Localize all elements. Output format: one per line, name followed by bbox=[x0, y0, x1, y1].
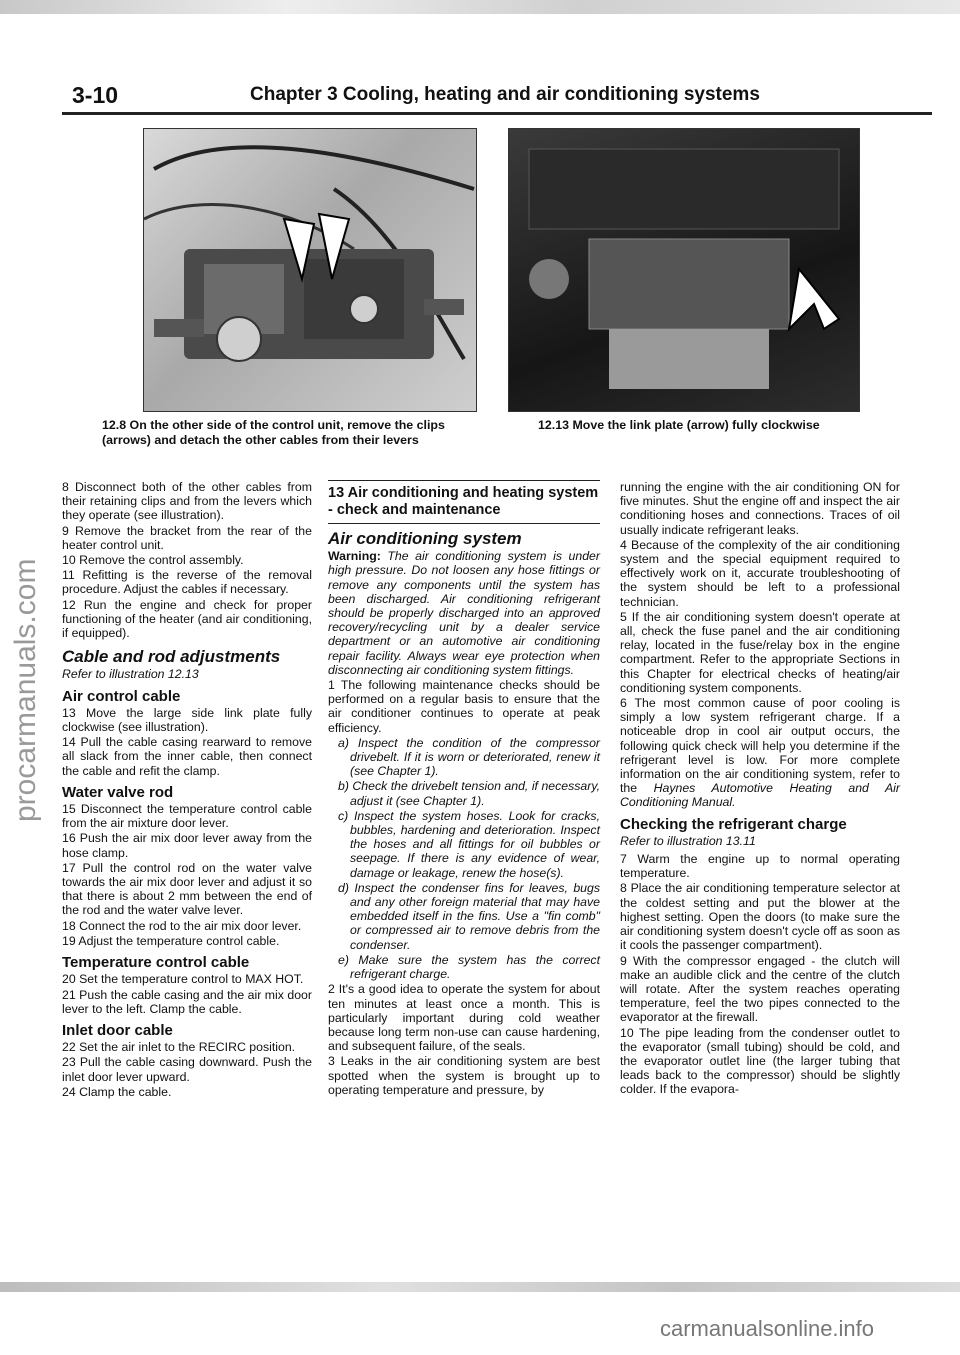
para-5: 5 If the air conditioning system doesn't operate at all, check the fuse panel and the air conditioning relay, located in the fuse/relay box in the engine compartment. Refer to the appropriate Sections in this Chapter for electrical checks of heating/air conditioning system components. bbox=[620, 609, 900, 695]
side-watermark-text: procarmanuals.com bbox=[9, 558, 42, 822]
item-a: a) Inspect the condition of the compressor drivebelt. If it is worn or deteriorated, renew it (see Chapter 1). bbox=[338, 735, 600, 779]
heading-inlet-door-cable: Inlet door cable bbox=[62, 1021, 173, 1039]
heading-checking-refrigerant-charge: Checking the refrigerant charge bbox=[620, 815, 847, 833]
para-4: 4 Because of the complexity of the air conditioning system and the special equipment required to effectively work on it, accurate troubleshooting of the system should be left to a professional technician. bbox=[620, 537, 900, 609]
para-3-continued: running the engine with the air conditioning ON for five minutes. Shut the engine off and inspect the air conditioning hoses and connections. Traces of oil usually indicate refrigerant leaks. bbox=[620, 480, 900, 537]
para-2: 2 It's a good idea to operate the system for about ten minutes at least once a month. This is particularly important during cold weather because long term non-use can cause hardening, and subsequent failure, of the seals. bbox=[328, 982, 600, 1054]
item-c: c) Inspect the system hoses. Look for cracks, bubbles, hardening and deterioration. Inspect the hoses and all fittings for oil bubbles or seepage. If there is any evidence of wear, damage or leakage, renew the hose(s). bbox=[338, 808, 600, 880]
para-19: 19 Adjust the temperature control cable. bbox=[62, 933, 280, 948]
para-17: 17 Pull the control rod on the water valve towards the air mix door lever and adjust it so that there is about 2 mm between the end of the rod and the water valve lever. bbox=[62, 860, 312, 918]
side-watermark bbox=[5, 558, 42, 822]
para-8b: 8 Place the air conditioning temperature selector at the coldest setting and put the blower at the highest setting. Open the doors (to make sure the air conditioning system doesn't cycle off as soon as it cools the passenger compartment). bbox=[620, 881, 900, 953]
scan-edge-top bbox=[0, 0, 960, 14]
item-d: d) Inspect the condenser fins for leaves, bugs and any other foreign material that may have embedded itself in the fins. Use a "fin comb" or compressed air to remove debris from the condenser. bbox=[338, 880, 600, 952]
warning-text: The air conditioning system is under high pressure. Do not loosen any hose fittings or remove any components until the system has been discharged. Air conditioning refrigerant should be properly discharged into an approved recovery/recycling unit by a dealer service department or an automotive air conditioning repair facility. Always wear eye protection when disconnecting air conditioning system fittings. bbox=[328, 549, 600, 677]
para-22: 22 Set the air inlet to the RECIRC position. bbox=[62, 1040, 296, 1055]
para-24: 24 Clamp the cable. bbox=[62, 1084, 172, 1099]
para-8: 8 Disconnect both of the other cables from their retaining clips and from the levers which they operate (see illustration). bbox=[62, 480, 312, 523]
para-7: 7 Warm the engine up to normal operating temperature. bbox=[620, 852, 900, 881]
para-1: 1 The following maintenance checks should be performed on a regular basis to ensure that the air conditioner continues to operate at peak efficiency. bbox=[328, 678, 600, 735]
para-20: 20 Set the temperature control to MAX HOT. bbox=[62, 972, 304, 987]
para-15: 15 Disconnect the temperature control cable from the air mixture door lever. bbox=[62, 802, 312, 831]
para-9: 9 Remove the bracket from the rear of the heater control unit. bbox=[62, 523, 312, 552]
column-1 bbox=[62, 480, 312, 1100]
heading-air-conditioning-system: Air conditioning system bbox=[328, 529, 522, 548]
heading-air-control-cable: Air control cable bbox=[62, 687, 181, 705]
para-10b: 10 The pipe leading from the condenser outlet to the evaporator (small tubing) should be cold, and the evaporator outlet line (the larger tubing that leads back to the compressor) should be slightly colder. If the evapora- bbox=[620, 1025, 900, 1097]
heading-water-valve-rod: Water valve rod bbox=[62, 783, 174, 801]
ref-illustration-12-13: Refer to illustration 12.13 bbox=[62, 667, 199, 682]
para-21: 21 Push the cable casing and the air mix door lever to the left. Clamp the cable. bbox=[62, 987, 312, 1016]
item-b: b) Check the drivebelt tension and, if necessary, adjust it (see Chapter 1). bbox=[338, 779, 600, 808]
heading-cable-rod-adjustments: Cable and rod adjustments bbox=[62, 647, 281, 667]
scan-edge-bottom bbox=[0, 1282, 960, 1292]
para-12: 12 Run the engine and check for proper functioning of the heater (and air conditioning, if equipped). bbox=[62, 597, 312, 641]
chapter-title: Chapter 3 Cooling, heating and air conditioning systems bbox=[250, 84, 760, 105]
para-16: 16 Push the air mix door lever away from the hose clamp. bbox=[62, 831, 312, 860]
warning-label: Warning: bbox=[328, 549, 381, 564]
figure-caption-12-13: 12.13 Move the link plate (arrow) fully clockwise bbox=[538, 418, 820, 432]
para-23: 23 Pull the cable casing downward. Push the inlet door lever upward. bbox=[62, 1055, 312, 1084]
para-18: 18 Connect the rod to the air mix door lever. bbox=[62, 918, 302, 933]
para-14: 14 Pull the cable casing rearward to remove all slack from the inner cable, then connect the cable and refit the clamp. bbox=[62, 735, 312, 778]
para-9b: 9 With the compressor engaged - the clutch will make an audible click and the centre of the clutch will rotate. After the system reaches operating temperature, feel the two pipes connected to the evaporator at the firewall. bbox=[620, 953, 900, 1025]
column-2 bbox=[328, 480, 600, 1098]
para-13: 13 Move the large side link plate fully clockwise (see illustration). bbox=[62, 705, 312, 735]
ref-illustration-13-11: Refer to illustration 13.11 bbox=[620, 833, 756, 848]
figure-link-plate-photo bbox=[508, 128, 860, 412]
para-3: 3 Leaks in the air conditioning system are best spotted when the system is brought up to operating temperature and pressure, by bbox=[328, 1054, 600, 1097]
heading-temperature-control-cable: Temperature control cable bbox=[62, 954, 250, 972]
section-13-title: 13 Air conditioning and heating system - check and maintenance bbox=[328, 480, 600, 524]
para-6-text: 6 The most common cause of poor cooling is simply a low system refrigerant charge. If a noticeable drop in cool air output occurs, the following quick check will help you determine if the refrigerant level is low. For more complete information on the air conditioning system, refer to the bbox=[620, 696, 900, 796]
para-6-manual-title: Haynes Automotive Heating and Air Conditioning Manual. bbox=[620, 781, 900, 810]
page-number: 3-10 bbox=[72, 82, 119, 108]
para-11: 11 Refitting is the reverse of the removal procedure. Adjust the cables if necessary. bbox=[62, 568, 312, 597]
header-rule bbox=[62, 112, 932, 115]
item-e: e) Make sure the system has the correct refrigerant charge. bbox=[338, 952, 600, 982]
warning-paragraph bbox=[328, 549, 600, 677]
column-3 bbox=[620, 480, 900, 1098]
figure-control-unit-photo bbox=[143, 128, 477, 412]
para-6 bbox=[620, 696, 900, 810]
footer-watermark: carmanualsonline.info bbox=[660, 1316, 875, 1341]
figure-caption-12-8: 12.8 On the other side of the control unit, remove the clips (arrows) and detach the other cables from their levers bbox=[102, 418, 445, 447]
para-10: 10 Remove the control assembly. bbox=[62, 553, 244, 568]
